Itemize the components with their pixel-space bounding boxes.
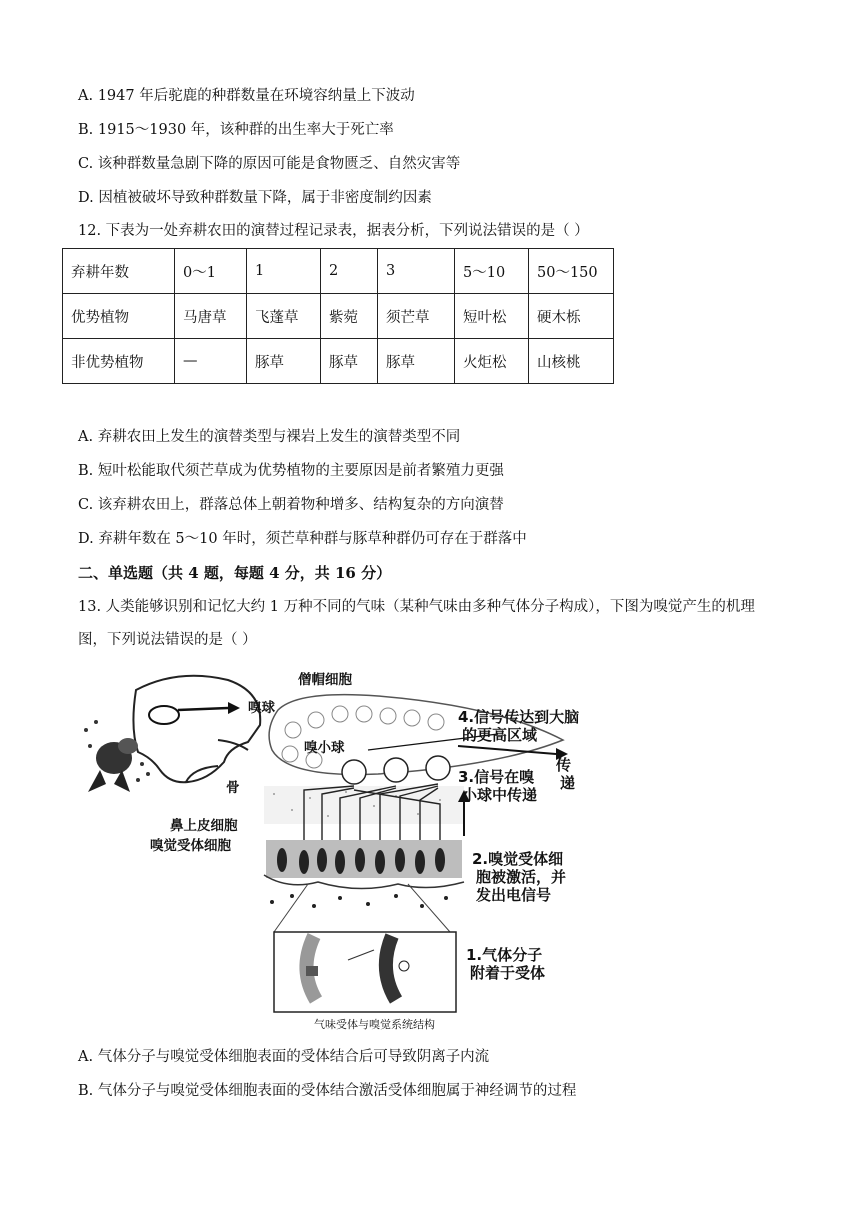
table-row <box>63 249 614 294</box>
table-cell: 硬木栎 <box>529 294 614 339</box>
section-title: 二、单选题（共 4 题，每题 4 分，共 16 分） <box>78 564 392 582</box>
q11-option-b: B. 1915～1930 年，该种群的出生率大于死亡率 <box>78 122 394 138</box>
bulb-pointer-arrow <box>178 708 228 710</box>
table-cell: 非优势植物 <box>63 339 175 384</box>
label-step1-line2: 附着于受体 <box>470 964 546 982</box>
q13-stem-line1: 13. 人类能够识别和记忆大约 1 万种不同的气味（某种气味由多种气体分子构成），下图为嗅觉产生的机理 <box>78 599 755 615</box>
olfactory-bulb-marker <box>149 706 179 724</box>
q12-option-c: C. 该弃耕农田上，群落总体上朝着物种增多、结构复杂的方向演替 <box>78 497 504 513</box>
label-step2-line1: 2.嗅觉受体细 <box>472 850 564 868</box>
label-step2-line2: 胞被激活，并 <box>476 868 567 886</box>
q13-option-b: B. 气体分子与嗅觉受体细胞表面的受体结合激活受体细胞属于神经调节的过程 <box>78 1083 577 1099</box>
table-cell: 3 <box>378 249 455 294</box>
table-cell: 豚草 <box>378 339 455 384</box>
q13-stem-line2: 图，下列说法错误的是（ ） <box>78 632 257 648</box>
label-glomerulus: 嗅小球 <box>304 740 345 756</box>
table-cell: 马唐草 <box>175 294 247 339</box>
table-cell: 1 <box>247 249 321 294</box>
glomeruli <box>342 756 450 784</box>
label-receptor-cell: 嗅觉受体细胞 <box>150 838 231 854</box>
table-cell: 紫菀 <box>321 294 378 339</box>
table-cell: 豚草 <box>247 339 321 384</box>
table-cell: 弃耕年数 <box>63 249 175 294</box>
gas-molecule-icon <box>306 966 318 976</box>
label-step2-line3: 发出电信号 <box>476 886 552 904</box>
table-cell: 火炬松 <box>455 339 529 384</box>
zoom-lines <box>274 884 450 932</box>
table-row <box>63 294 614 339</box>
q12-option-b: B. 短叶松能取代须芒草成为优势植物的主要原因是前者繁殖力更强 <box>78 463 504 479</box>
table-cell: 须芒草 <box>378 294 455 339</box>
label-bone: 骨 <box>226 780 240 796</box>
odor-molecules <box>270 894 448 908</box>
q11-option-c: C. 该种群数量急剧下降的原因可能是食物匮乏、自然灾害等 <box>78 156 461 172</box>
table-cell: — <box>175 339 247 384</box>
table-cell: 0～1 <box>175 249 247 294</box>
label-step4-line1: 4.信号传达到大脑 <box>458 708 580 726</box>
label-nasal-epithelium: 鼻上皮细胞 <box>170 818 238 834</box>
q11-option-a: A. 1947 年后驼鹿的种群数量在环境容纳量上下波动 <box>78 88 415 104</box>
succession-table <box>62 248 614 384</box>
figure-caption: 气味受体与嗅觉系统结构 <box>314 1018 435 1031</box>
table-cell: 优势植物 <box>63 294 175 339</box>
label-transmit-1: 传 <box>556 756 572 774</box>
label-transmit-2: 递 <box>560 774 576 792</box>
flower-icon <box>88 738 138 792</box>
gas-molecule-icon <box>399 961 409 971</box>
table-row <box>63 339 614 384</box>
table-cell: 飞蓬草 <box>247 294 321 339</box>
table-cell: 豚草 <box>321 339 378 384</box>
label-step1-line1: 1.气体分子 <box>466 946 543 964</box>
table-cell: 5～10 <box>455 249 529 294</box>
table-cell: 短叶松 <box>455 294 529 339</box>
label-step3-line1: 3.信号在嗅 <box>458 768 535 786</box>
label-olfactory-bulb: 嗅球 <box>248 700 275 716</box>
label-mitral-cell: 僧帽细胞 <box>298 672 352 688</box>
label-step3-line2: 小球中传递 <box>462 786 538 804</box>
receptor-cells <box>277 848 445 874</box>
q12-stem: 12. 下表为一处弃耕农田的演替过程记录表，据表分析，下列说法错误的是（ ） <box>78 223 589 239</box>
q13-option-a: A. 气体分子与嗅觉受体细胞表面的受体结合后可导致阴离子内流 <box>78 1049 490 1065</box>
q12-option-a: A. 弃耕农田上发生的演替类型与裸岩上发生的演替类型不同 <box>78 429 461 445</box>
table-cell: 山核桃 <box>529 339 614 384</box>
table-cell: 50～150 <box>529 249 614 294</box>
q12-option-d: D. 弃耕年数在 5～10 年时，须芒草种群与豚草种群仍可存在于群落中 <box>78 531 527 547</box>
label-step4-line2: 的更高区域 <box>462 726 538 744</box>
arrow-head-icon <box>228 702 240 714</box>
head-profile-illustration <box>133 676 260 782</box>
table-cell: 2 <box>321 249 378 294</box>
q11-option-d: D. 因植被破坏导致种群数量下降，属于非密度制约因素 <box>78 190 432 206</box>
olfaction-diagram <box>78 670 618 1032</box>
